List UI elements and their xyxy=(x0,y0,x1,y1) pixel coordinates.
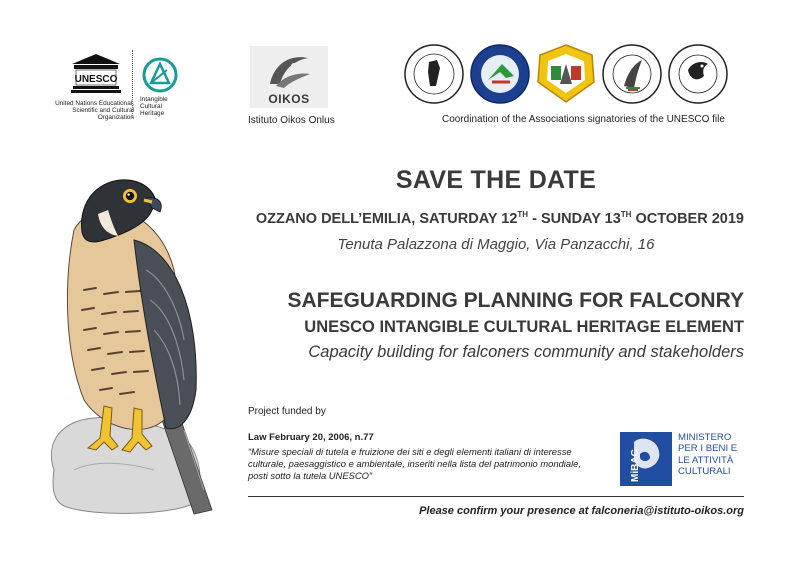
association-logos xyxy=(402,42,752,106)
ordinal-suffix: TH xyxy=(517,210,529,219)
save-the-date-heading: SAVE THE DATE xyxy=(395,166,597,194)
event-date-location xyxy=(248,210,744,227)
rsvp-confirmation: Please confirm your presence at falconeria@istituto-oikos.org xyxy=(419,505,744,517)
law-quote: “Misure speciali di tutela e fruizione dei siti e degli elementi italiani di interesse culturale, paesaggistico e ambientale, inseriti nella lista del patrimonio mondiale, posti sotto la tutela UNESCO” xyxy=(248,446,581,481)
mibac-mark xyxy=(620,432,672,486)
event-month-year: OCTOBER 2019 xyxy=(631,210,744,227)
mibac-wordmark: MiBAC xyxy=(630,449,641,482)
event-end-day: - SUNDAY 13 xyxy=(528,210,621,227)
falcon-club-seal-icon xyxy=(405,45,463,103)
associations-caption: Coordination of the Associations signatories of the UNESCO file xyxy=(442,114,725,125)
mibac-line: LE ATTIVITÀ xyxy=(678,454,734,466)
main-title: SAFEGUARDING PLANNING FOR FALCONRY xyxy=(287,289,744,312)
oikos-caption: Istituto Oikos Onlus xyxy=(248,115,335,126)
oikos-logo xyxy=(250,46,328,108)
unesco-wordmark: UNESCO xyxy=(74,74,118,85)
ich-logo xyxy=(140,56,188,120)
event-place: OZZANO DELL’EMILIA, SATURDAY 12 xyxy=(255,210,518,227)
ordine-dei-falconieri-d-italia-seal-icon xyxy=(603,45,661,103)
subtitle: UNESCO INTANGIBLE CULTURAL HERITAGE ELEMENT xyxy=(304,318,744,336)
funded-label: Project funded by xyxy=(248,406,326,417)
mibac-line: PER I BENI E xyxy=(678,443,738,455)
tricolore-badge-icon xyxy=(538,45,594,102)
italian-falconry-blue-seal-icon xyxy=(471,45,529,103)
peregrine-falcon-illustration xyxy=(34,170,224,520)
law-reference: Law February 20, 2006, n.77 xyxy=(248,432,374,443)
unesco-temple-icon xyxy=(70,52,122,94)
mibac-logo xyxy=(618,432,746,488)
ich-emblem-icon xyxy=(140,56,180,94)
logo-divider xyxy=(132,50,133,118)
oikos-wordmark: OIKOS xyxy=(268,92,310,106)
mibac-line: CULTURALI xyxy=(678,466,731,478)
footer-divider xyxy=(248,496,744,497)
unesco-org-name: United Nations Educational, Scientific and Cultural Organization xyxy=(55,100,134,122)
ich-label: Intangible Cultural Heritage xyxy=(140,96,168,118)
oikos-emblem-icon xyxy=(264,50,314,90)
mibac-line: MINISTERO xyxy=(678,432,732,443)
mibac-name xyxy=(678,432,752,478)
event-venue: Tenuta Palazzona di Maggio, Via Panzacchi, 16 xyxy=(337,236,655,253)
tagline: Capacity building for falconers community and stakeholders xyxy=(308,343,744,361)
fondazione-lanario-seal-icon xyxy=(669,45,727,103)
ordinal-suffix: TH xyxy=(620,210,632,219)
mibac-mark-icon xyxy=(620,432,672,486)
unesco-logo xyxy=(55,48,134,122)
